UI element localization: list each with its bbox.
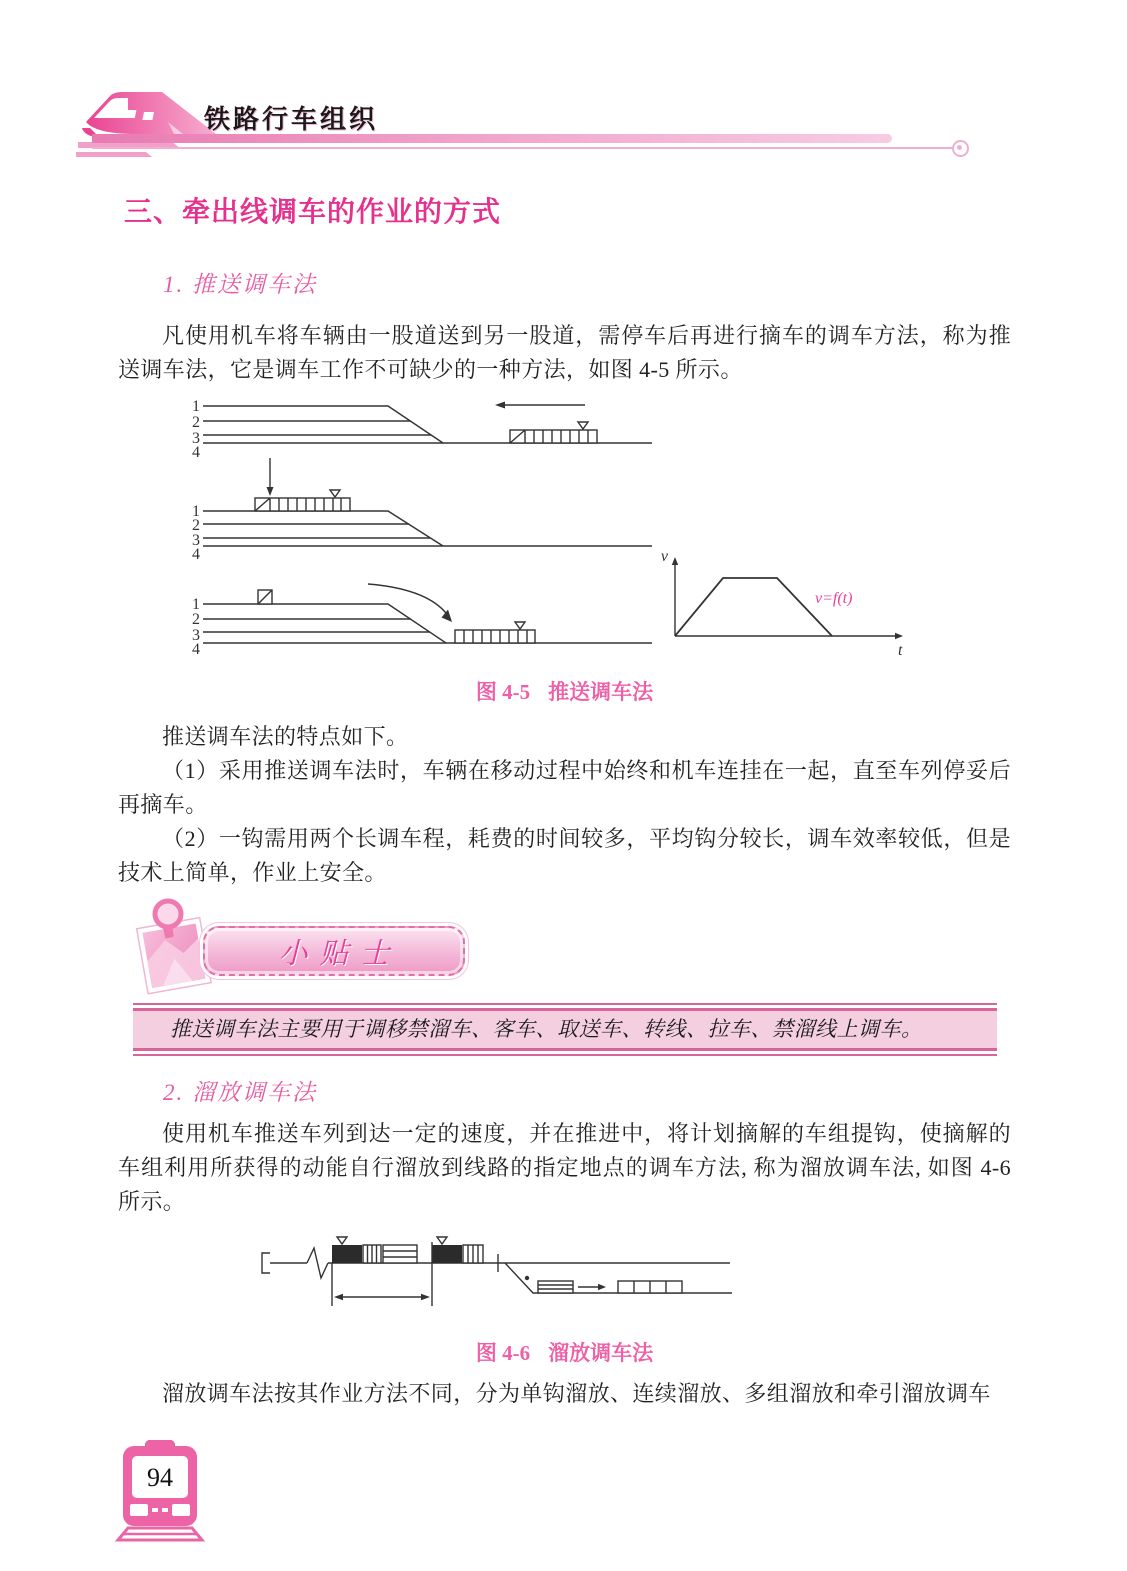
header-rule — [92, 147, 964, 149]
tip-text: 推送调车法主要用于调移禁溜车、客车、取送车、转线、拉车、禁溜线上调车。 — [170, 1017, 923, 1041]
svg-text:2: 2 — [192, 611, 200, 628]
paragraph-features-lead: 推送调车法的特点如下。 — [162, 724, 409, 749]
svg-text:t: t — [898, 642, 903, 659]
track-diagram-step1 — [192, 398, 652, 461]
train-logo-icon — [76, 84, 216, 162]
paragraph-feature-2: （2）一钩需用两个长调车程，耗费的时间较多，平均钩分较长，调车效率较低，但是技术上简单，作业上安全。 — [118, 826, 1011, 885]
header-ring-icon — [952, 140, 969, 157]
buffer-stop — [262, 1253, 270, 1273]
figure-4-6-label: 图 4-6 — [475, 1341, 531, 1365]
svg-text:3: 3 — [192, 430, 200, 447]
tip-badge — [203, 926, 465, 976]
tip-highlight-bar — [133, 1003, 997, 1056]
svg-text:4: 4 — [192, 641, 200, 658]
svg-text:4: 4 — [192, 444, 200, 461]
svg-text:2: 2 — [192, 517, 200, 534]
figure-4-6-diagram — [250, 1228, 750, 1323]
paragraph-kick-types: 溜放调车法按其作业方法不同，分为单钩溜放、连续溜放、多组溜放和牵引溜放调车 — [162, 1381, 991, 1406]
book-title: 铁路行车组织 — [204, 104, 379, 134]
velocity-time-graph — [661, 548, 903, 659]
track-diagram-step3 — [192, 584, 652, 658]
tip-badge-label: 小贴士 — [278, 937, 402, 970]
svg-text:4: 4 — [192, 546, 200, 563]
paragraph-intro-kick: 使用机车推送车列到达一定的速度，并在推进中，将计划摘解的车组提钩，使摘解的车组利用所获得的动能自行溜放到线路的指定地点的调车方法, 称为溜放调车法, 如图 4-6 所示。 — [118, 1121, 1011, 1214]
figure-4-6-title: 溜放调车法 — [548, 1341, 654, 1365]
paragraph-intro-push: 凡使用机车将车辆由一股道送到另一股道，需停车后再进行摘车的调车方法，称为推送调车法，它是调车工作不可缺少的一种方法，如图 4-5 所示。 — [118, 323, 1011, 382]
figure-4-5-caption — [118, 676, 1011, 706]
svg-text:3: 3 — [192, 627, 200, 644]
subsection-2-title: 2. 溜放调车法 — [163, 1080, 317, 1105]
svg-text:v=f(t): v=f(t) — [815, 590, 853, 607]
track-diagram-step2 — [192, 458, 652, 563]
paragraph-feature-1: （1）采用推送调车法时，车辆在移动过程中始终和机车连挂在一起，直至车列停妥后再摘车。 — [118, 758, 1011, 817]
svg-text:2: 2 — [192, 414, 200, 431]
svg-text:3: 3 — [192, 532, 200, 549]
track-break-symbol — [307, 1248, 328, 1278]
figure-4-5-diagram — [170, 393, 985, 665]
svg-text:v: v — [660, 548, 668, 565]
svg-text:1: 1 — [192, 398, 200, 415]
header-band — [92, 134, 892, 143]
figure-4-5-title: 推送调车法 — [548, 680, 654, 704]
subsection-1-title: 1. 推送调车法 — [163, 272, 317, 297]
page-number: 94 — [147, 1463, 173, 1492]
section-title: 三、牵出线调车的作业的方式 — [124, 197, 502, 228]
page-number-badge — [114, 1440, 206, 1542]
figure-4-6-caption — [118, 1337, 1011, 1367]
figure-4-5-label: 图 4-5 — [475, 680, 531, 704]
svg-text:1: 1 — [192, 596, 200, 613]
svg-text:1: 1 — [192, 503, 200, 520]
